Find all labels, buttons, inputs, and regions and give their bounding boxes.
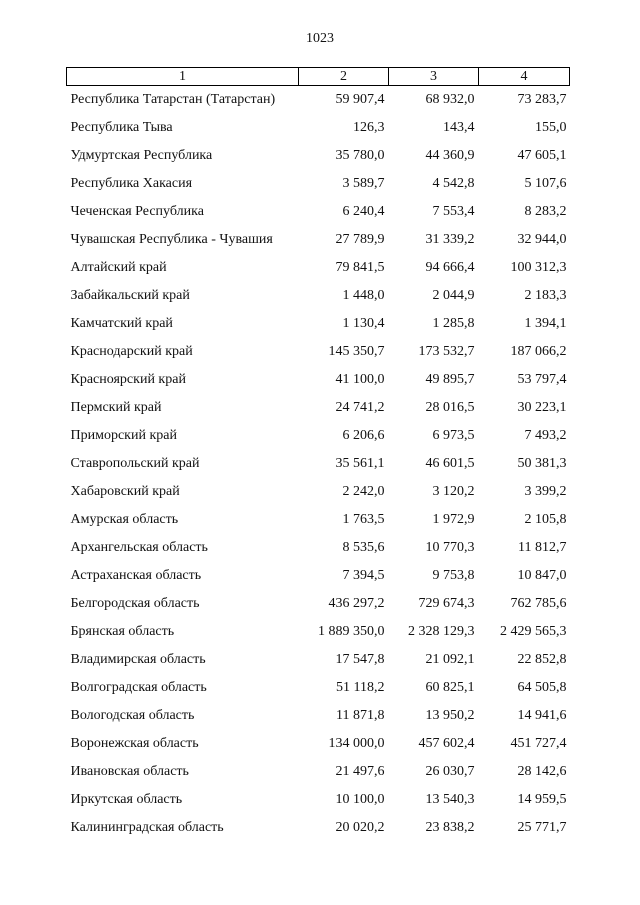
value-cell-col-3: 1 285,8 <box>432 316 475 331</box>
value-cell-col-4: 451 727,4 <box>510 736 567 751</box>
table-row <box>67 674 570 702</box>
table-row <box>67 814 570 842</box>
table-header-row <box>67 68 570 86</box>
table-row <box>67 506 570 534</box>
value-cell-col-2: 7 394,5 <box>342 568 385 583</box>
table-row <box>67 254 570 282</box>
table-row <box>67 618 570 646</box>
region-name-cell: Владимирская область <box>70 652 206 667</box>
value-cell-col-3: 7 553,4 <box>432 204 475 219</box>
region-name-cell: Амурская область <box>70 512 179 527</box>
value-cell-col-4: 28 142,6 <box>517 764 567 779</box>
table-row <box>67 366 570 394</box>
value-cell-col-2: 6 206,6 <box>342 428 385 443</box>
region-name-cell: Республика Татарстан (Татарстан) <box>70 92 276 107</box>
table-row <box>67 282 570 310</box>
table-row <box>67 114 570 142</box>
region-name-cell: Алтайский край <box>70 260 167 275</box>
value-cell-col-2: 1 763,5 <box>342 512 385 527</box>
table-row <box>67 786 570 814</box>
value-cell-col-3: 26 030,7 <box>425 764 475 779</box>
value-cell-col-4: 22 852,8 <box>517 652 567 667</box>
column-header-3: 3 <box>389 68 479 86</box>
value-cell-col-4: 187 066,2 <box>510 344 567 359</box>
value-cell-col-2: 27 789,9 <box>335 232 385 247</box>
value-cell-col-4: 53 797,4 <box>517 372 567 387</box>
value-cell-col-3: 60 825,1 <box>425 680 475 695</box>
table-row <box>67 730 570 758</box>
value-cell-col-4: 8 283,2 <box>524 204 567 219</box>
value-cell-col-4: 100 312,3 <box>510 260 567 275</box>
region-name-cell: Пермский край <box>70 400 162 415</box>
value-cell-col-3: 2 044,9 <box>432 288 475 303</box>
region-name-cell: Иркутская область <box>70 792 183 807</box>
table-row <box>67 86 570 115</box>
table-row <box>67 310 570 338</box>
value-cell-col-4: 7 493,2 <box>524 428 567 443</box>
value-cell-col-2: 17 547,8 <box>335 652 385 667</box>
value-cell-col-3: 6 973,5 <box>432 428 475 443</box>
value-cell-col-3: 173 532,7 <box>418 344 475 359</box>
region-name-cell: Приморский край <box>70 428 177 443</box>
column-header-1: 1 <box>67 68 299 86</box>
value-cell-col-2: 126,3 <box>353 120 385 135</box>
region-name-cell: Камчатский край <box>70 316 173 331</box>
value-cell-col-4: 3 399,2 <box>524 484 567 499</box>
value-cell-col-4: 762 785,6 <box>510 596 567 611</box>
value-cell-col-3: 2 328 129,3 <box>408 624 475 639</box>
value-cell-col-4: 64 505,8 <box>517 680 567 695</box>
value-cell-col-2: 436 297,2 <box>328 596 385 611</box>
value-cell-col-3: 46 601,5 <box>425 456 475 471</box>
region-name-cell: Ивановская область <box>70 764 189 779</box>
table-row <box>67 422 570 450</box>
value-cell-col-3: 729 674,3 <box>418 596 475 611</box>
value-cell-col-4: 50 381,3 <box>517 456 567 471</box>
value-cell-col-4: 5 107,6 <box>524 176 567 191</box>
value-cell-col-3: 21 092,1 <box>425 652 475 667</box>
table-row <box>67 590 570 618</box>
value-cell-col-3: 49 895,7 <box>425 372 475 387</box>
table-row <box>67 170 570 198</box>
table-row <box>67 562 570 590</box>
value-cell-col-3: 28 016,5 <box>425 400 475 415</box>
value-cell-col-3: 10 770,3 <box>425 540 475 555</box>
region-name-cell: Хабаровский край <box>70 484 180 499</box>
value-cell-col-3: 31 339,2 <box>425 232 475 247</box>
value-cell-col-4: 73 283,7 <box>517 92 567 107</box>
value-cell-col-2: 6 240,4 <box>342 204 385 219</box>
value-cell-col-3: 1 972,9 <box>432 512 475 527</box>
table-row <box>67 394 570 422</box>
region-name-cell: Республика Тыва <box>70 120 173 135</box>
region-name-cell: Вологодская область <box>70 708 195 723</box>
region-name-cell: Калининградская область <box>70 820 224 835</box>
region-name-cell: Воронежская область <box>70 736 199 751</box>
value-cell-col-3: 68 932,0 <box>425 92 475 107</box>
value-cell-col-2: 20 020,2 <box>335 820 385 835</box>
value-cell-col-4: 2 429 565,3 <box>500 624 567 639</box>
region-name-cell: Удмуртская Республика <box>70 148 213 163</box>
value-cell-col-2: 134 000,0 <box>328 736 385 751</box>
value-cell-col-2: 10 100,0 <box>335 792 385 807</box>
region-name-cell: Чеченская Республика <box>70 204 204 219</box>
table-row <box>67 226 570 254</box>
value-cell-col-4: 32 944,0 <box>517 232 567 247</box>
column-header-2: 2 <box>299 68 389 86</box>
value-cell-col-3: 23 838,2 <box>425 820 475 835</box>
value-cell-col-2: 1 130,4 <box>342 316 385 331</box>
value-cell-col-4: 2 105,8 <box>524 512 567 527</box>
value-cell-col-4: 14 941,6 <box>517 708 567 723</box>
table-row <box>67 198 570 226</box>
table-row <box>67 534 570 562</box>
value-cell-col-4: 2 183,3 <box>524 288 567 303</box>
table-row <box>67 142 570 170</box>
value-cell-col-4: 47 605,1 <box>517 148 567 163</box>
value-cell-col-4: 155,0 <box>535 120 567 135</box>
region-name-cell: Волгоградская область <box>70 680 207 695</box>
value-cell-col-2: 21 497,6 <box>335 764 385 779</box>
value-cell-col-2: 1 889 350,0 <box>318 624 385 639</box>
value-cell-col-3: 44 360,9 <box>425 148 475 163</box>
value-cell-col-3: 457 602,4 <box>418 736 475 751</box>
region-name-cell: Брянская область <box>70 624 175 639</box>
region-name-cell: Астраханская область <box>70 568 202 583</box>
region-name-cell: Белгородская область <box>70 596 200 611</box>
budget-table <box>66 67 570 842</box>
value-cell-col-2: 8 535,6 <box>342 540 385 555</box>
region-name-cell: Чувашская Республика - Чувашия <box>70 232 273 247</box>
table-body <box>67 86 570 843</box>
region-name-cell: Республика Хакасия <box>70 176 193 191</box>
value-cell-col-2: 1 448,0 <box>342 288 385 303</box>
table-row <box>67 450 570 478</box>
region-name-cell: Архангельская область <box>70 540 208 555</box>
table-row <box>67 338 570 366</box>
value-cell-col-2: 2 242,0 <box>342 484 385 499</box>
value-cell-col-2: 35 780,0 <box>335 148 385 163</box>
table-row <box>67 758 570 786</box>
value-cell-col-4: 14 959,5 <box>517 792 567 807</box>
value-cell-col-2: 35 561,1 <box>335 456 385 471</box>
table-row <box>67 702 570 730</box>
value-cell-col-2: 3 589,7 <box>342 176 385 191</box>
value-cell-col-4: 30 223,1 <box>517 400 567 415</box>
value-cell-col-3: 4 542,8 <box>432 176 475 191</box>
value-cell-col-4: 11 812,7 <box>518 540 567 555</box>
value-cell-col-2: 24 741,2 <box>335 400 385 415</box>
value-cell-col-3: 13 950,2 <box>425 708 475 723</box>
value-cell-col-2: 145 350,7 <box>328 344 385 359</box>
value-cell-col-2: 11 871,8 <box>336 708 385 723</box>
region-name-cell: Забайкальский край <box>70 288 190 303</box>
value-cell-col-3: 143,4 <box>443 120 475 135</box>
value-cell-col-3: 3 120,2 <box>432 484 475 499</box>
value-cell-col-3: 94 666,4 <box>425 260 475 275</box>
region-name-cell: Ставропольский край <box>70 456 200 471</box>
table-row <box>67 478 570 506</box>
value-cell-col-3: 9 753,8 <box>432 568 475 583</box>
value-cell-col-2: 41 100,0 <box>335 372 385 387</box>
page-number: 1023 <box>306 31 334 46</box>
table-row <box>67 646 570 674</box>
value-cell-col-4: 25 771,7 <box>517 820 567 835</box>
column-header-4: 4 <box>479 68 570 86</box>
value-cell-col-3: 13 540,3 <box>425 792 475 807</box>
region-name-cell: Краснодарский край <box>70 344 193 359</box>
value-cell-col-2: 79 841,5 <box>335 260 385 275</box>
value-cell-col-2: 59 907,4 <box>335 92 385 107</box>
value-cell-col-4: 1 394,1 <box>524 316 567 331</box>
value-cell-col-4: 10 847,0 <box>517 568 567 583</box>
value-cell-col-2: 51 118,2 <box>336 680 385 695</box>
region-name-cell: Красноярский край <box>70 372 186 387</box>
